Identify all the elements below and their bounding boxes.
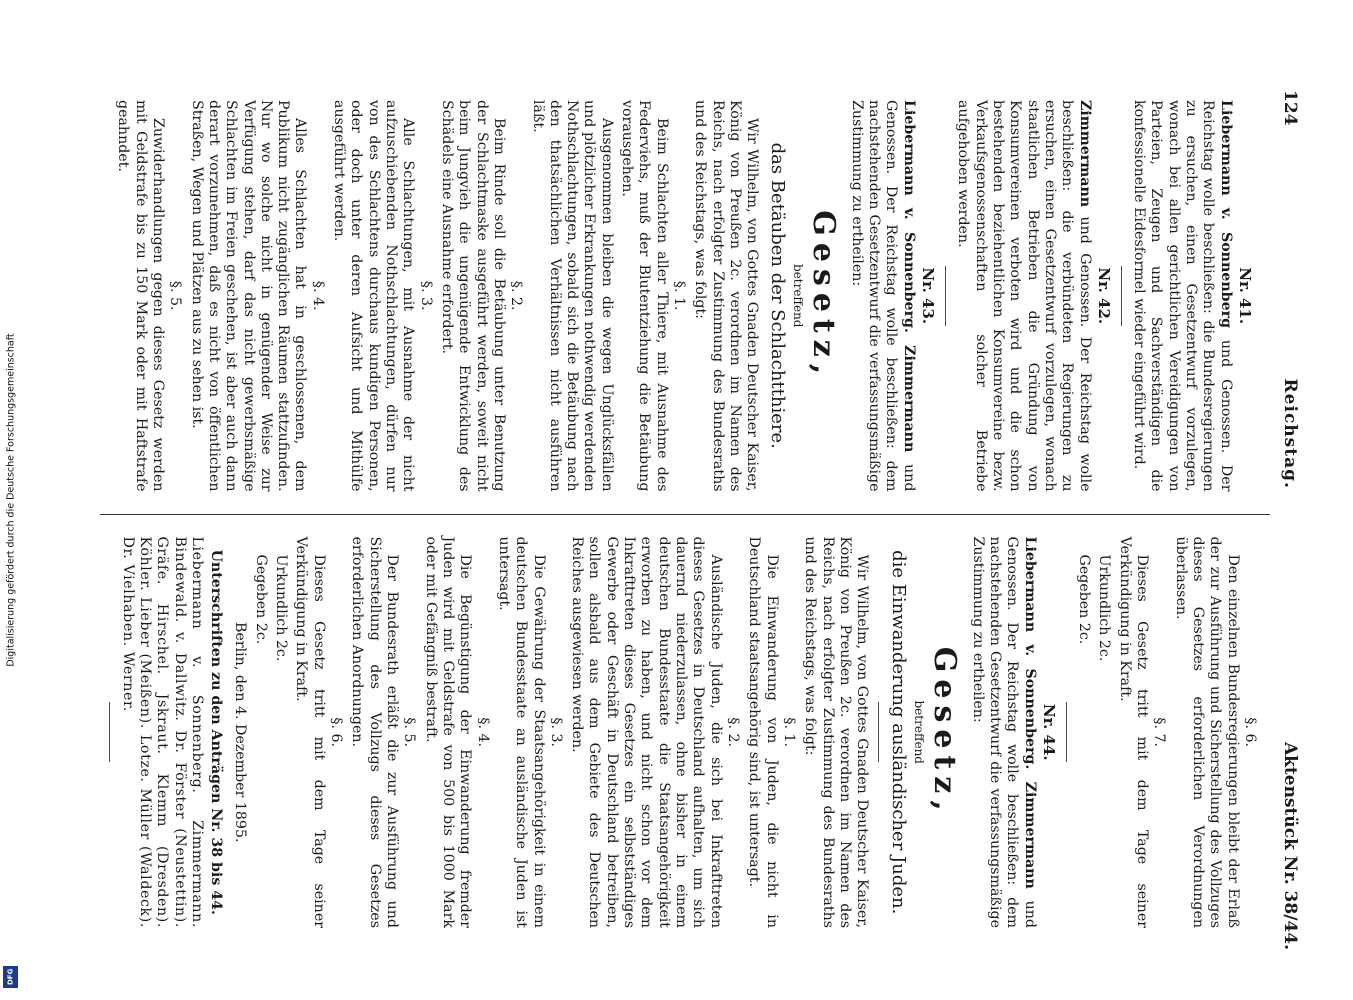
document-page <box>60 60 1300 980</box>
motion-44-text: und Genossen. Der Reichstag wolle beschließen: dem nachstehenden Gesetzentwurf die verfassungsmäßige Zustimmung zu ertheilen: <box>969 536 1038 928</box>
law-preamble-2: Wir Wilhelm, von Gottes Gnaden Deutscher Kaiser, König von Preußen 2c. verordnen im Namen des Reichs, nach erfolgter Zustimmung des Bundesraths und des Reichstags, was folgt: <box>802 536 871 928</box>
law2-section-3-text: Die Gewährung der Staatsangehörigkeit in einem deutschen Bundesstaate an ausländische Juden ist untersagt. <box>495 536 547 928</box>
law-betreffend: betreffend <box>790 264 805 328</box>
law2-section-2-heading: §. 2. <box>724 717 741 748</box>
urkundlich-2: Urkundlich 2c. <box>273 554 290 662</box>
running-title: Reichstag. <box>1280 378 1300 489</box>
section-3-text: Alle Schlachtungen, mit Ausnahme der nicht aufzuschiebenden Nothschlachtungen, dürfen nur von des Schlachtens durchaus kundigen Personen, oder doch unter deren Aufsicht und Mithülfe ausgeführt werden. <box>331 100 417 492</box>
right-column <box>100 514 1270 951</box>
section-1-heading: §. 1. <box>671 280 688 311</box>
motion-44 <box>968 537 1037 929</box>
motion-42 <box>954 100 1093 492</box>
section-2-heading: §. 2. <box>508 280 525 311</box>
section-4-text: Alles Schlachten hat in geschlossenen, dem Publikum nicht zugänglichen Räumen stattzufinden. Nur wo solche nicht in genügender Weise zur Verfügung stehen, darf das nicht gewerbsmäßige Schlachten im Freien geschehen, ist aber auch dann derart vorzunehmen, daß es nicht von öffentlichen Straßen, Wegen und Plätzen aus zu sehen ist. <box>188 100 309 492</box>
section-1-text: Beim Schlachten aller Thiere, mit Ausnahme des Federviehs, muß der Blutentziehung die Betäubung vorausgehen. <box>619 100 670 492</box>
law2-section-4-text: Die Begünstigung der Einwanderung fremder Juden wird mit Geldstrafe von 500 bis 1000 Mark oder mit Gefängniß bestraft. <box>422 536 474 928</box>
motion-42-text: und Genossen. Der Reichstag wolle beschließen: die verbündeten Regierungen zu ersuchen, einen Gesetzentwurf vorzulegen, wonach staatlichen Betrieben die Gründung von Konsumvereinen verboten wird und die schon bestehenden beziehentlichen Konsumvereine bezw. Verkaufsgenossenschaften solcher Betriebe aufgehoben werden. <box>955 100 1093 492</box>
section-6-heading: §. 6. <box>1242 717 1258 748</box>
law-subject: das Betäuben der Schlachtthiere. <box>767 142 789 449</box>
divider <box>109 702 110 762</box>
section-6-text: Den einzelnen Bundesregierungen bleibt der Erlaß der zur Ausführung und Sicherstellung des Vollzuges dieses Gesetzes erforderlichen Verordnungen überlassen. <box>1172 536 1241 928</box>
law-betreffend-2: betreffend <box>911 700 926 764</box>
section-7-heading: §. 7. <box>1151 717 1168 748</box>
section-5-text: Zuwiderhandlungen gegen dieses Gesetz werden mit Geldstrafe bis zu 150 Mark oder mit Haftstrafe geahndet. <box>115 100 166 492</box>
dfg-logo: DFG <box>3 966 18 988</box>
signatures-list: Liebermann v. Sonnenberg. Zimmermann. Bindewald. v. Dallwitz. Dr. Förster (Neustettin). Gräfe. Hirschel. Jskraut. Klemm (Dresden). Köhler. Lieber (Meißen). Lotze. Müller (Waldeck). Dr. Vielhaben. Werner. <box>119 536 205 928</box>
divider <box>945 266 946 326</box>
left-column <box>100 90 1270 514</box>
digitization-credit-text: Digitalisierung gefördert durch die Deutsche Forschungsgemeinschaft <box>5 333 17 667</box>
divider <box>1066 702 1067 762</box>
law-heading: Gesetz, <box>806 210 842 382</box>
motion-42-names: Zimmermann <box>1076 100 1093 208</box>
section-3-heading: §. 3. <box>417 280 434 311</box>
digitization-credit-strip <box>0 0 22 1000</box>
law2-section-5-heading: §. 5. <box>401 717 418 748</box>
signatures-heading: Unterschriften zu den Anträgen Nr. 38 bis 44. <box>208 549 225 915</box>
divider <box>1121 266 1122 326</box>
page-columns <box>100 90 1270 950</box>
law-subject-2: die Einwanderung ausländischer Juden. <box>888 550 910 915</box>
motion-number-44: Nr. 44. <box>1039 703 1058 761</box>
law2-section-2-text: Ausländische Juden, die sich bei Inkrafttreten dieses Gesetzes in Deutschland aufhalten, um sich dauernd niederzulassen, ohne bisher in einem deutschen Bundesstaate die Staatsangehörigkeit erworben zu haben, und nicht schon vor dem Inkrafttreten dieses Gesetzes ein selbstständiges Gewerbe oder Geschäft in Deutschland betreiben, sollen alsbald aus dem Gebiete des Deutschen Reiches ausgewiesen werden. <box>569 536 724 928</box>
motion-43 <box>847 100 916 492</box>
gegeben-2: Gegeben 2c. <box>252 554 269 645</box>
law2-section-1-heading: §. 1. <box>780 717 797 748</box>
law2-section-3-heading: §. 3. <box>547 717 564 748</box>
law2-section-5-text: Der Bundesrath erläßt die zur Ausführung und Sicherstellung des Vollzugs dieses Gesetzes erforderlichen Anordnungen. <box>349 536 401 928</box>
law2-section-4-heading: §. 4. <box>474 717 491 748</box>
motion-44-names: Liebermann v. Sonnenberg. Zimmermann <box>1021 536 1038 889</box>
motion-41-names: Liebermann v. Sonnenberg <box>1217 100 1234 328</box>
motion-43-text: und Genossen. Der Reichstag wolle beschließen: dem nachstehenden Gesetzentwurf die verfassungsmäßige Zustimmung zu ertheilen: <box>848 100 917 492</box>
motion-number-43: Nr. 43. <box>919 267 938 325</box>
page-header <box>1270 90 1300 950</box>
section-5-heading: §. 5. <box>167 280 184 311</box>
section-1-text-2: Ausgenommen bleiben die wegen Unglücksfällen und plötzlicher Erkrankungen nothwendig werdenden Nothschlachtungen, sobald sich die Betäubung nach den thatsächlichen Verhältnissen nicht ausführen läßt. <box>529 100 615 492</box>
motion-number-42: Nr. 42. <box>1094 267 1113 325</box>
section-7-text: Dieses Gesetz tritt mit dem Tage seiner Verkündigung in Kraft. <box>1116 536 1151 928</box>
law2-section-6-text: Dieses Gesetz tritt mit dem Tage seiner Verkündigung in Kraft. <box>293 536 327 928</box>
motion-number-41: Nr. 41. <box>1236 267 1254 325</box>
law-heading-2: Gesetz, <box>927 646 963 818</box>
motion-43-names: Liebermann v. Sonnenberg. Zimmermann <box>900 100 917 453</box>
section-4-heading: §. 4. <box>309 280 326 311</box>
urkundlich-1: Urkundlich 2c. <box>1096 554 1113 662</box>
motion-41 <box>1130 100 1234 492</box>
section-2-text: Beim Rinde soll die Betäubung unter Benutzung der Schlachtmaske ausgeführt werden, soweit nicht beim Jungvieh die ungenügende Entwicklung des Schädels eine Ausnahme erfordert. <box>439 100 507 492</box>
gegeben-1: Gegeben 2c. <box>1076 554 1093 645</box>
motion-41-text: und Genossen. Der Reichstag wolle beschließen: die Bundesregierungen zu ersuchen, einen Gesetzentwurf vorzulegen, wonach bei allen gerichtlichen Vereidigungen von Parteien, Zeugen und Sachverständigen die konfessionelle Eidesformel wieder eingeführt wird. <box>1131 100 1234 492</box>
document-date: Berlin, den 4. Dezember 1895. <box>231 622 248 843</box>
law2-section-1-text: Die Einwanderung von Juden, die nicht in Deutschland staatsangehörig sind, ist untersagt. <box>746 536 780 928</box>
divider <box>878 702 879 762</box>
page-number: 124 <box>1280 90 1300 126</box>
law-preamble: Wir Wilhelm, von Gottes Gnaden Deutscher Kaiser, König von Preußen 2c. verordnen im Namen des Reichs, nach erfolgter Zustimmung des Bundesraths und des Reichstags, was folgt: <box>692 100 761 492</box>
law2-section-6-heading: §. 6. <box>328 717 345 748</box>
document-reference: Aktenstück Nr. 38/44. <box>1280 741 1300 950</box>
